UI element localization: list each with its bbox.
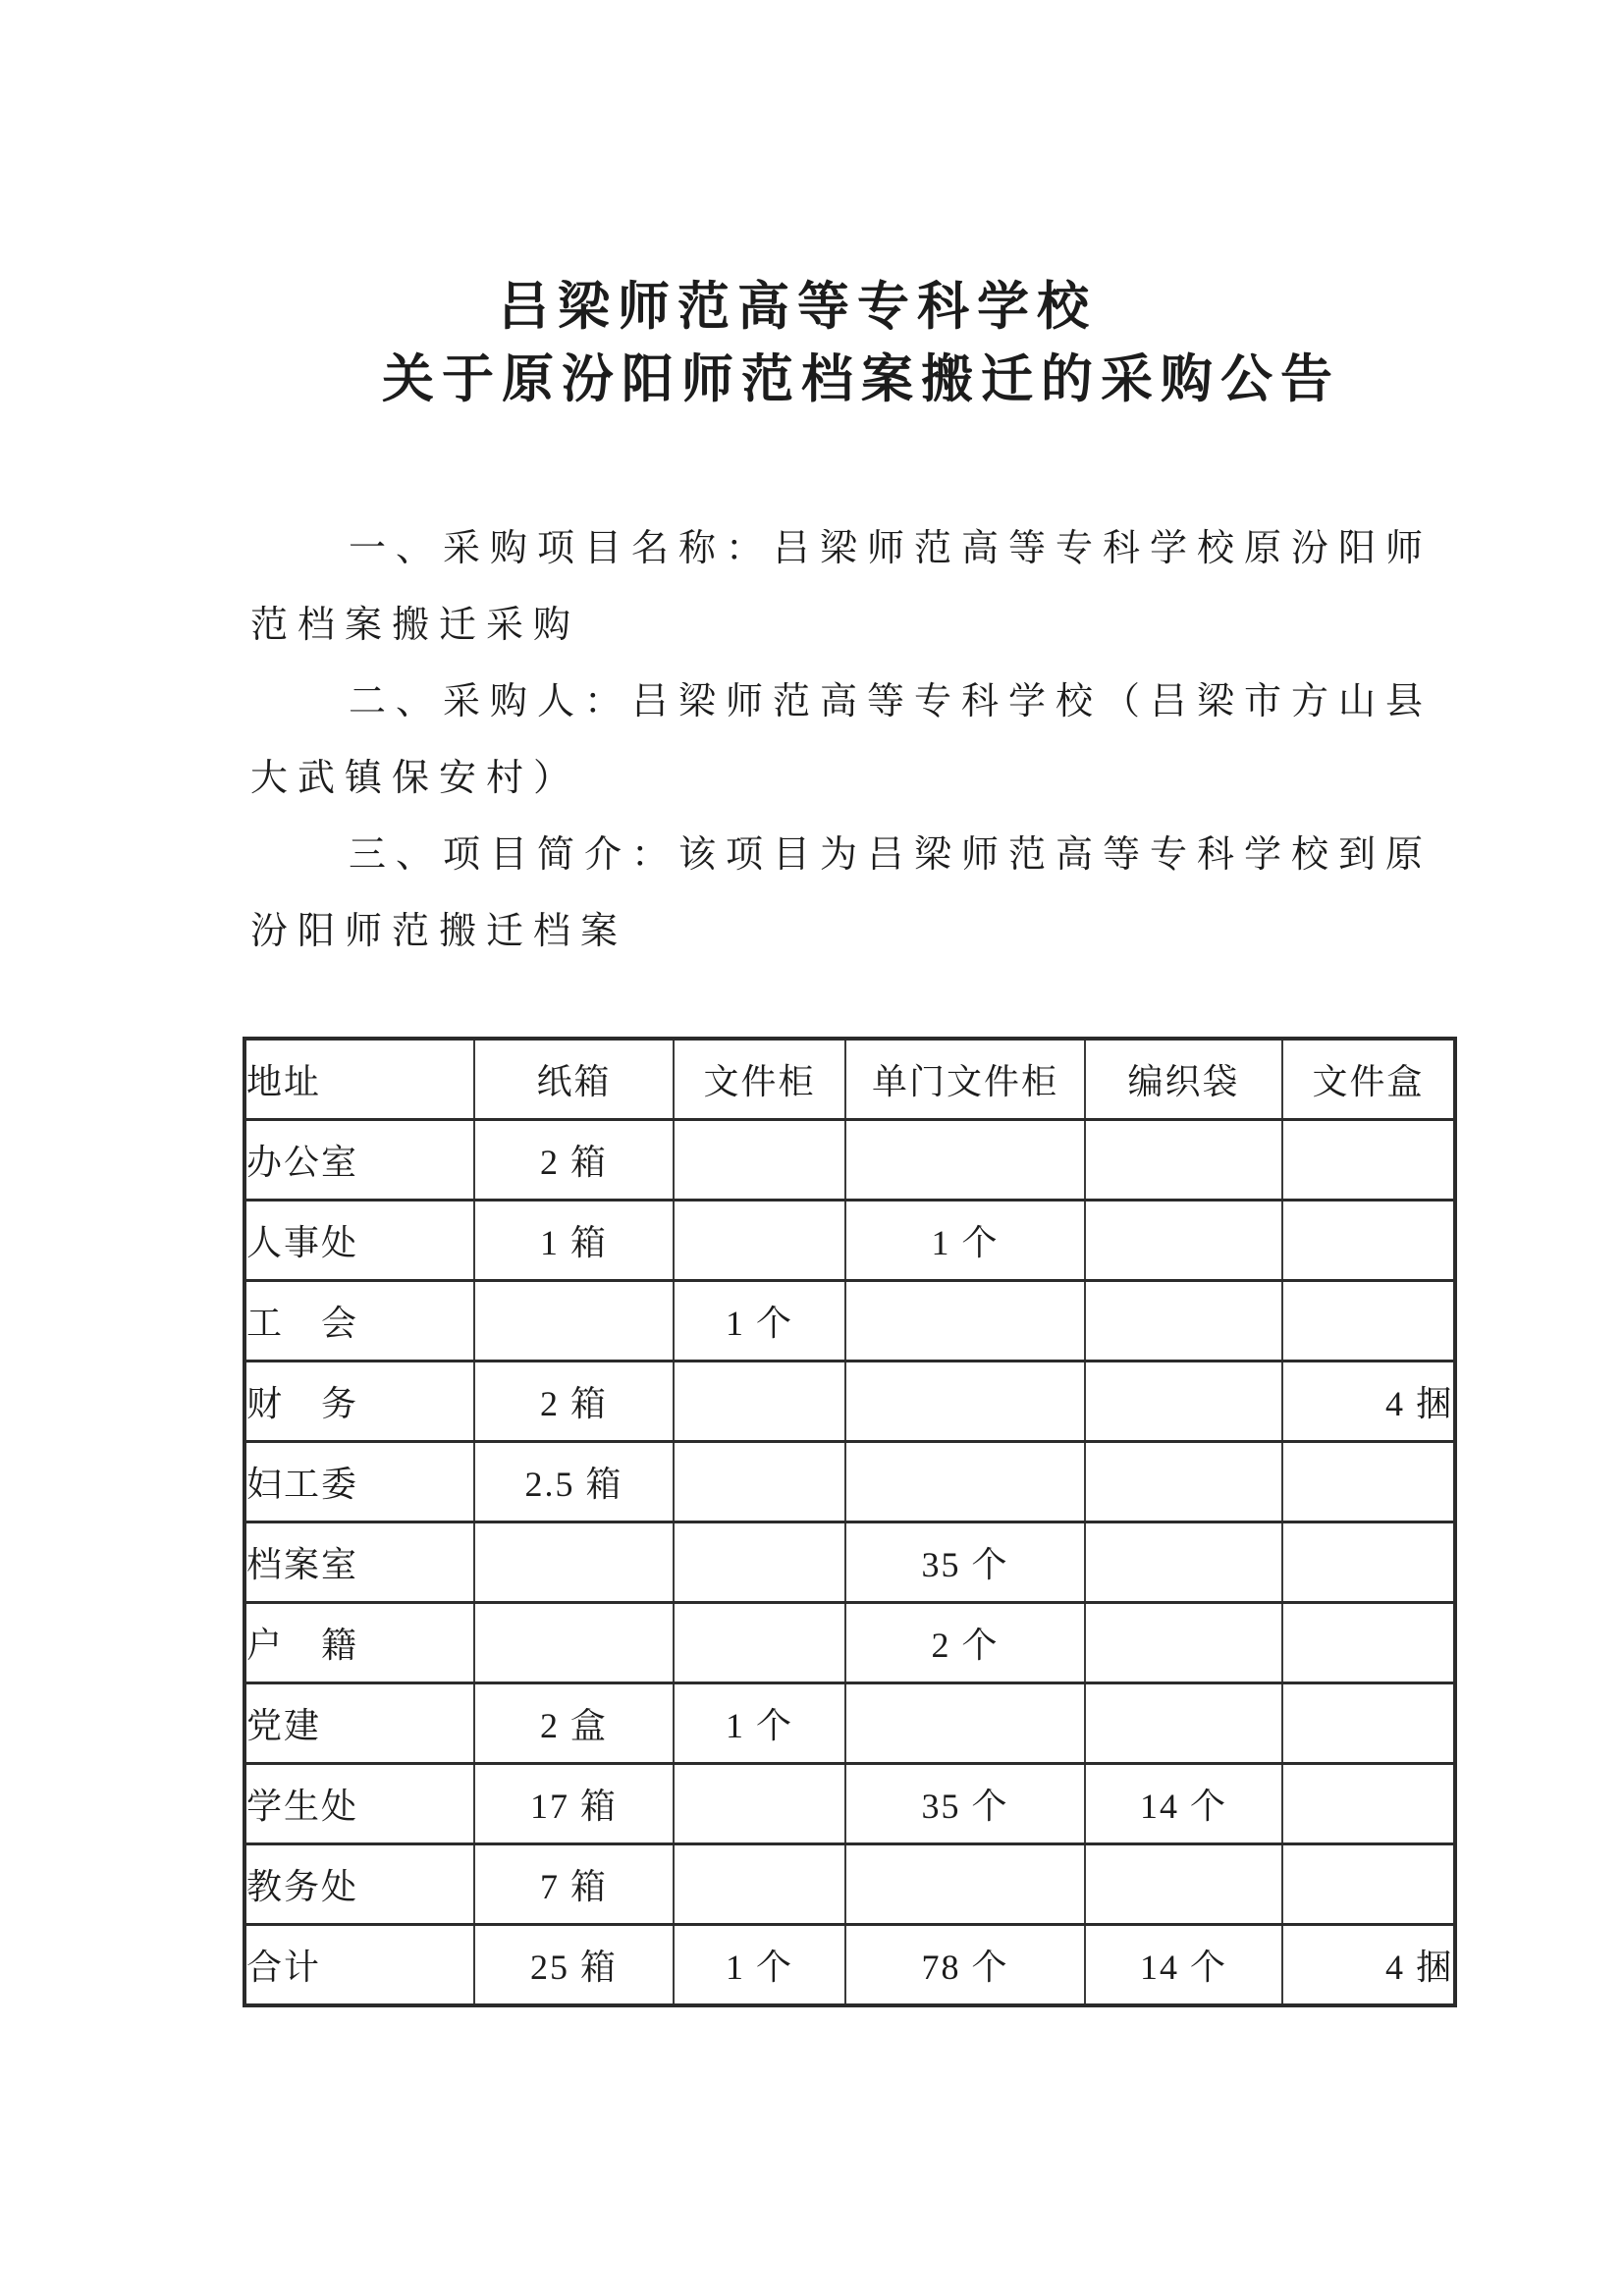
paragraph-line: 汾阳师范搬迁档案 (250, 911, 628, 952)
paragraph-line: 三、项目简介：该项目为吕梁师范高等专科学校到原 (349, 834, 1434, 876)
table-cell (1282, 1442, 1455, 1522)
table-cell (674, 1201, 845, 1281)
table-cell (1282, 1120, 1455, 1201)
table-cell: 1 个 (674, 1683, 845, 1764)
table-cell (1085, 1362, 1282, 1442)
table-cell: 2 个 (845, 1603, 1085, 1683)
table-cell (1085, 1120, 1282, 1201)
table-cell: 4 捆 (1282, 1362, 1455, 1442)
table-cell: 4 捆 (1282, 1925, 1455, 2006)
table-cell: 学生处 (244, 1764, 474, 1844)
paragraph-line: 二、采购人：吕梁师范高等专科学校（吕梁市方山县 (349, 681, 1434, 722)
table-cell: 78 个 (845, 1925, 1085, 2006)
table-cell (845, 1281, 1085, 1362)
paragraph-purchaser (250, 664, 1458, 817)
column-header: 文件柜 (674, 1039, 845, 1120)
table-cell: 1 个 (845, 1201, 1085, 1281)
table-cell (1085, 1683, 1282, 1764)
table-cell: 1 箱 (474, 1201, 674, 1281)
table-cell: 2.5 箱 (474, 1442, 674, 1522)
table-cell: 妇工委 (244, 1442, 474, 1522)
table-row (244, 1603, 1455, 1683)
column-header: 纸箱 (474, 1039, 674, 1120)
table-cell: 14 个 (1085, 1925, 1282, 2006)
items-table-container (243, 1037, 1457, 2007)
table-cell (674, 1522, 845, 1603)
table-cell (845, 1362, 1085, 1442)
table-row (244, 1281, 1455, 1362)
table-cell: 工 会 (244, 1281, 474, 1362)
table-cell (674, 1764, 845, 1844)
table-cell (674, 1442, 845, 1522)
document-title (0, 271, 1624, 416)
table-cell: 7 箱 (474, 1844, 674, 1925)
table-cell: 党建 (244, 1683, 474, 1764)
table-cell (845, 1844, 1085, 1925)
table-row (244, 1844, 1455, 1925)
table-row (244, 1120, 1455, 1201)
table-row (244, 1925, 1455, 2006)
column-header: 单门文件柜 (845, 1039, 1085, 1120)
table-cell (845, 1683, 1085, 1764)
column-header: 地址 (244, 1039, 474, 1120)
table-cell (1282, 1201, 1455, 1281)
table-cell (1085, 1522, 1282, 1603)
table-cell (674, 1603, 845, 1683)
table-cell (1282, 1522, 1455, 1603)
table-cell (1282, 1281, 1455, 1362)
column-header: 文件盒 (1282, 1039, 1455, 1120)
table-cell (474, 1603, 674, 1683)
paragraph-line: 一、采购项目名称：吕梁师范高等专科学校原汾阳师 (349, 528, 1434, 569)
table-cell (1282, 1683, 1455, 1764)
paragraph-project-name (250, 510, 1458, 664)
table-cell: 人事处 (244, 1201, 474, 1281)
table-cell: 2 箱 (474, 1362, 674, 1442)
table-cell: 2 盒 (474, 1683, 674, 1764)
table-cell (474, 1522, 674, 1603)
table-cell (474, 1281, 674, 1362)
table-cell: 14 个 (1085, 1764, 1282, 1844)
table-cell: 办公室 (244, 1120, 474, 1201)
table-cell: 档案室 (244, 1522, 474, 1603)
table-cell: 35 个 (845, 1764, 1085, 1844)
table-row (244, 1442, 1455, 1522)
table-cell (1282, 1764, 1455, 1844)
table-row (244, 1522, 1455, 1603)
table-row (244, 1683, 1455, 1764)
table-row (244, 1201, 1455, 1281)
table-cell (1085, 1442, 1282, 1522)
table-cell (1085, 1201, 1282, 1281)
paragraph-line: 范档案搬迁采购 (250, 605, 581, 646)
table-row (244, 1362, 1455, 1442)
table-cell (674, 1120, 845, 1201)
table-cell: 25 箱 (474, 1925, 674, 2006)
items-table (243, 1037, 1457, 2007)
table-header-row (244, 1039, 1455, 1120)
table-cell (1282, 1603, 1455, 1683)
table-cell: 合计 (244, 1925, 474, 2006)
paragraph-project-intro (250, 817, 1458, 970)
document-title-line-1: 吕梁师范高等专科学校 (498, 279, 1097, 336)
table-cell (845, 1442, 1085, 1522)
table-cell (674, 1362, 845, 1442)
table-cell: 1 个 (674, 1281, 845, 1362)
table-cell (1085, 1844, 1282, 1925)
table-row (244, 1764, 1455, 1844)
table-cell: 财 务 (244, 1362, 474, 1442)
column-header: 编织袋 (1085, 1039, 1282, 1120)
table-cell (674, 1844, 845, 1925)
table-cell (1085, 1603, 1282, 1683)
table-cell: 2 箱 (474, 1120, 674, 1201)
table-cell (1282, 1844, 1455, 1925)
table-cell: 教务处 (244, 1844, 474, 1925)
table-cell: 17 箱 (474, 1764, 674, 1844)
table-cell (1085, 1281, 1282, 1362)
paragraph-line: 大武镇保安村） (250, 758, 581, 799)
document-title-line-2: 关于原汾阳师范档案搬迁的采购公告 (382, 351, 1340, 408)
table-cell: 35 个 (845, 1522, 1085, 1603)
table-cell (845, 1120, 1085, 1201)
table-cell: 户 籍 (244, 1603, 474, 1683)
table-cell: 1 个 (674, 1925, 845, 2006)
document-body (250, 510, 1458, 970)
